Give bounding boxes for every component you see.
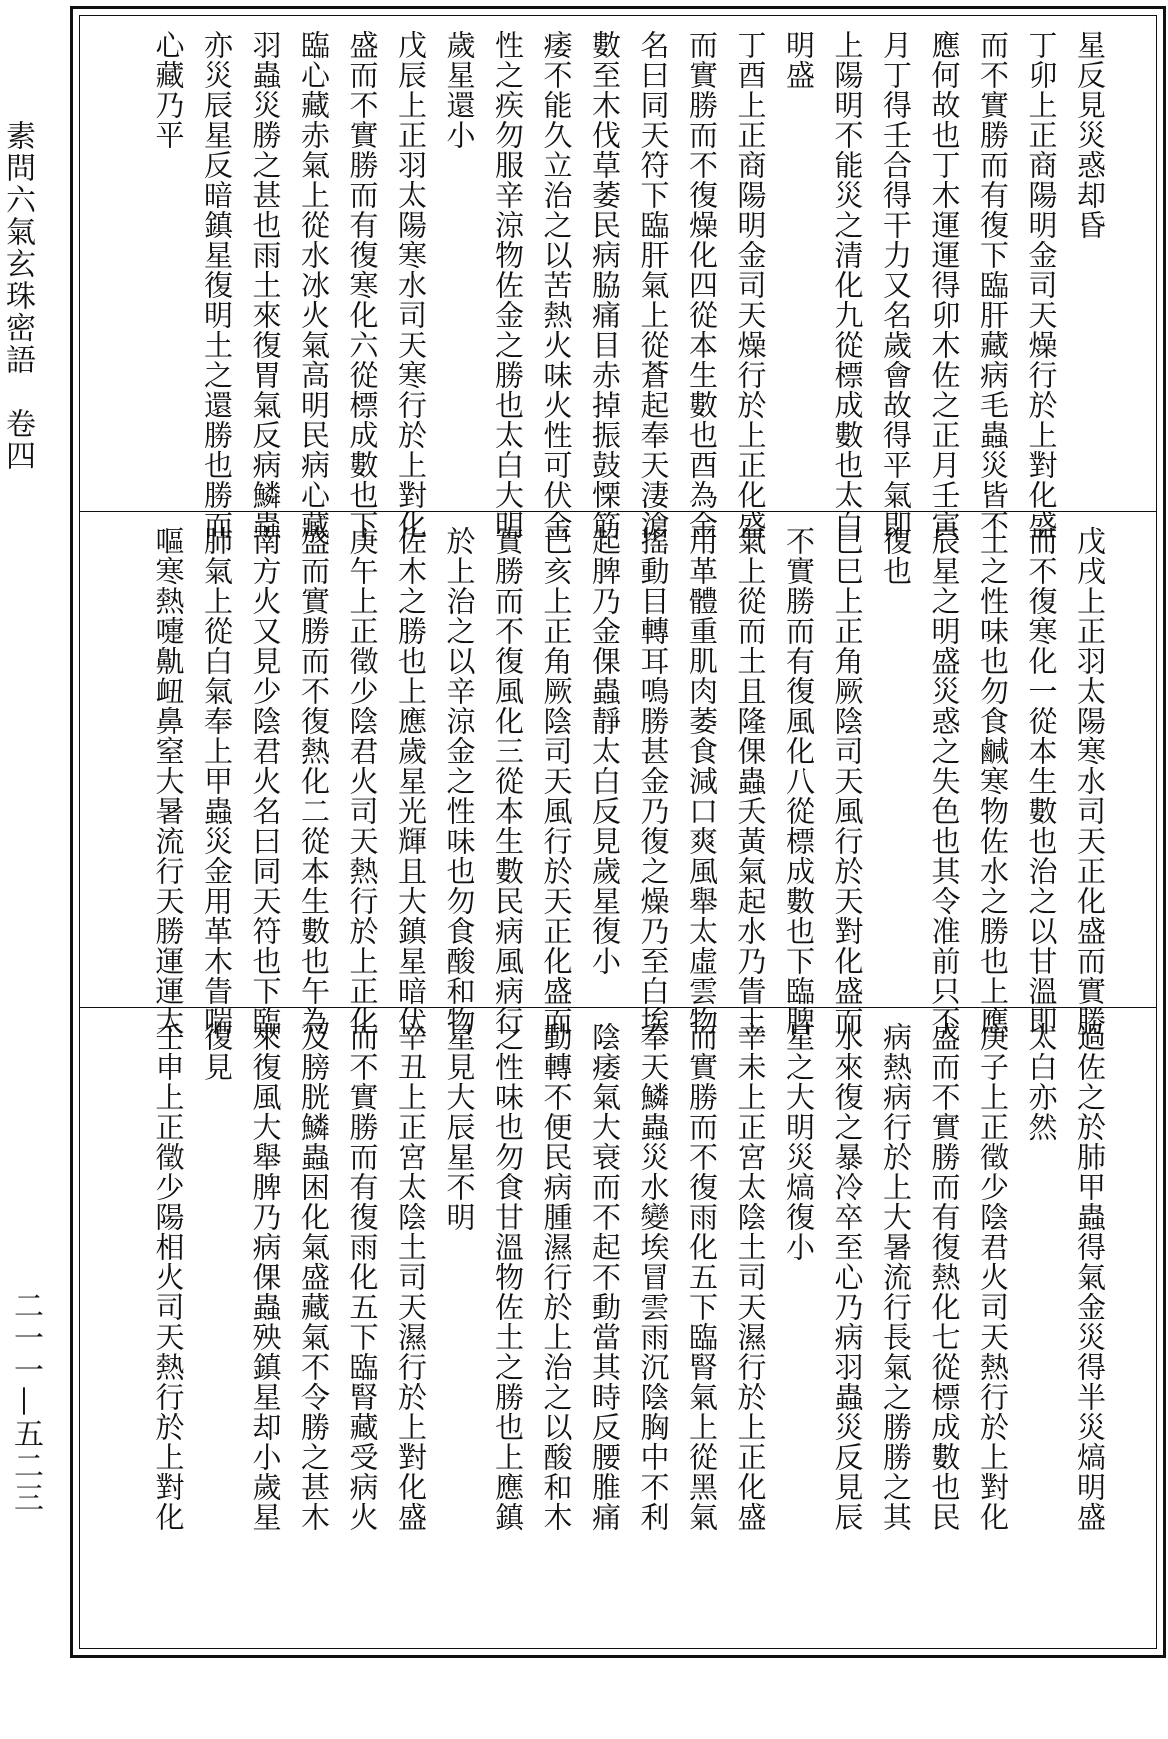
text-column: 庚子上正徵少陰君火司天熱行於上對化 [976,1022,1010,1532]
text-column: 復見 [200,1022,234,1082]
text-column: 用革體重肌肉萎食減口爽風舉太虛雲物 [685,526,719,1036]
text-column: 辛未上正宮太陰土司天濕行於上正化盛 [733,1022,768,1532]
text-column: 來復風大舉脾乃病倮蟲殃鎮星却小歲星 [248,1022,283,1532]
text-column: 盛而不實勝而有復寒化六從標成數也下 [345,30,380,540]
text-column: 歲星還小 [442,30,477,150]
text-column: 明盛 [782,30,816,90]
text-column: 不實勝而有復風化八從標成數也下臨脾 [782,526,816,1036]
text-column: 名曰同天符下臨肝氣上從蒼起奉天淒滄 [636,30,671,540]
text-column: 奉天鱗蟲災水變埃冒雲雨沉陰胸中不利 [636,1022,671,1532]
text-column: 土之性味也勿食鹹寒物佐水之勝也上應 [976,526,1010,1036]
text-column: 病熱病行於上大暑流行長氣之勝勝之其 [879,1022,913,1532]
text-column: 嘔寒熱嚏鼽衄鼻窒大暑流行天勝運運太 [151,526,186,1036]
text-panel-bottom [80,1008,1156,1648]
text-column: 星之大明災熇復小 [782,1022,816,1262]
text-column: 應何故也丁木運運得卯木佐之正月壬寅 [927,30,962,540]
text-column: 陰痿氣大衰而不起不動當其時反腰脽痛 [588,1022,622,1532]
text-column: 於上治之以辛涼金之性味也勿食酸和物 [442,526,477,1036]
text-column: 搖動目轉耳鳴勝甚金乃復之燥乃至白埃 [636,526,671,1036]
text-column: 壬申上正徵少陽相火司天熱行於上對化 [151,1022,186,1532]
book-title: 素問六氣玄珠密語 卷四 [0,120,35,472]
text-column: 而不復寒化一從本生數也治之以甘溫即 [1024,526,1059,1036]
text-column: 庚午上正徵少陰君火司天熱行於上正化 [345,526,380,1036]
text-column: 復也 [879,526,913,586]
text-column: 數至木伐草萎民病脇痛目赤掉振鼓慄筋 [588,30,622,540]
text-column: 丁酉上正商陽明金司天燥行於上正化盛 [733,30,768,540]
text-column: 過佐之於肺甲蟲得氣金災得半災熇明盛 [1073,1022,1107,1532]
text-column: 起脾乃金倮蟲靜太白反見歲星復小 [588,526,622,976]
page-number: 二一一—五二三 [8,1290,43,1514]
text-column: 星見大辰星不明 [442,1022,477,1232]
text-column: 性之疾勿服辛涼物佐金之勝也太白大明 [491,30,525,540]
text-column: 心藏乃平 [151,30,186,150]
text-column: 上陽明不能災之清化九從標成數也太白 [830,30,865,540]
text-column: 痿不能久立治之以苦熱火味火性可伏金 [539,30,574,540]
text-panel-middle [80,512,1156,1036]
page-frame [70,6,1166,1658]
text-column: 丁卯上正商陽明金司天燥行於上對化盛 [1024,30,1059,540]
text-column: 盛而不實勝而有復熱化七從標成數也民 [927,1022,962,1532]
text-column: 辰星之明盛災惑之失色也其令准前只不 [927,526,962,1036]
text-column: 巳亥上正角厥陰司天風行於天正化盛而 [539,526,574,1036]
page-inner-frame [79,15,1157,1649]
text-column: 肺氣上從白氣奉上甲蟲災金用革木眚喘 [200,526,234,1036]
text-column: 辛丑上正宮太陰土司天濕行於上對化盛 [394,1022,428,1532]
text-column: 而實勝而不復燥化四從本生數也酉為金 [685,30,719,540]
text-panel-top [80,16,1156,540]
text-column: 星反見災惑却昏 [1073,30,1107,240]
text-column: 南方火又見少陰君火名曰同天符也下臨 [248,526,283,1036]
text-column: 之性味也勿食甘溫物佐土之勝也上應鎮 [491,1022,525,1532]
text-column: 巳巳上正角厥陰司天風行於天對化盛而 [830,526,865,1036]
text-column: 臨心藏赤氣上從水冰火氣高明民病心藏 [297,30,331,540]
text-column: 月丁得壬合得干力又名歲會故得平氣即 [879,30,913,540]
text-column: 而實勝而不復雨化五下臨腎氣上從黑氣 [685,1022,719,1532]
text-column: 水來復之暴冷卒至心乃病羽蟲災反見辰 [830,1022,865,1532]
text-column: 戊辰上正羽太陽寒水司天寒行於上對化 [394,30,428,540]
text-column: 動轉不便民病腫濕行於上治之以酸和木 [539,1022,574,1532]
text-column: 太白亦然 [1024,1022,1059,1142]
text-column: 而不實勝而有復雨化五下臨腎藏受病火 [345,1022,380,1532]
text-column: 亦災辰星反暗鎮星復明土之還勝也勝而 [200,30,234,540]
text-column: 氣上從而土且隆倮蟲夭黃氣起水乃眚土 [733,526,768,1036]
text-column: 及膀胱鱗蟲困化氣盛藏氣不令勝之甚木 [297,1022,331,1532]
text-column: 盛而實勝而不復熱化二從本生數也午為 [297,526,331,1036]
text-column: 而不實勝而有復下臨肝藏病毛蟲災皆不 [976,30,1010,540]
text-column: 羽蟲災勝之甚也雨土來復胃氣反病鱗蟲 [248,30,283,540]
text-column: 實勝而不復風化三從本生數民病風病行 [491,526,525,1036]
text-column: 戊戌上正羽太陽寒水司天正化盛而實勝 [1073,526,1107,1036]
text-column: 佐木之勝也上應歲星光輝且大鎮星暗伏 [394,526,428,1036]
